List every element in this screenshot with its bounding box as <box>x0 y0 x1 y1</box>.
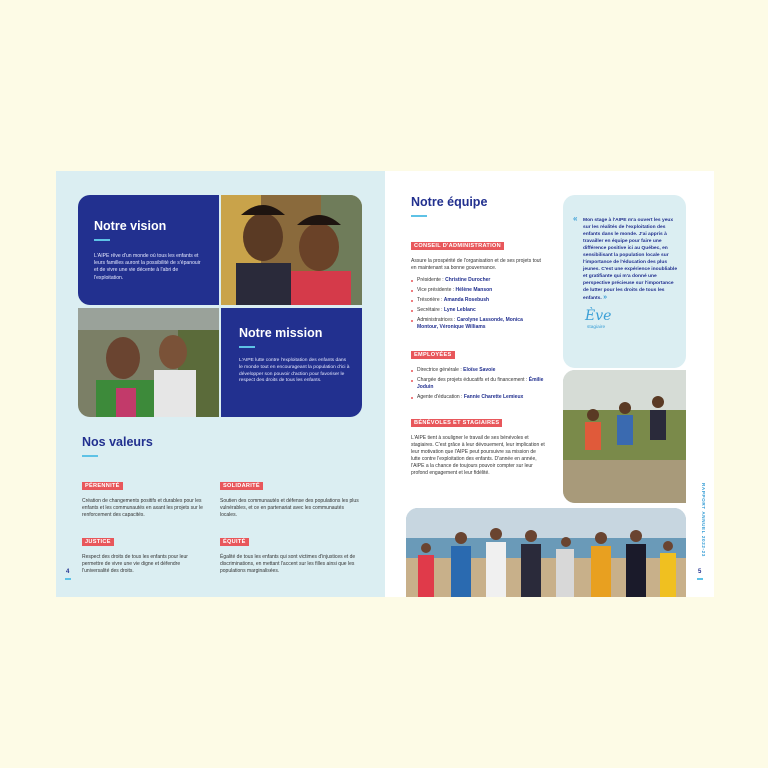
testimonial-quote <box>563 195 686 368</box>
value-equite <box>220 530 362 575</box>
quote-open-mark: « <box>573 214 578 223</box>
quote-signature-role: stagiaire <box>587 325 606 330</box>
value-text: Création de changements positifs et durables pour les enfants et les communautés en axant les projets sur le renforcement des capacités. <box>82 498 203 518</box>
quote-signature: Ève <box>585 308 612 324</box>
mission-underline <box>239 346 255 348</box>
vision-text: L'AIPE rêve d'un monde où tous les enfants et leurs familles auront la possibilité de s'épanouir et de vivre une vie décente à l'abri de l'exploitation. <box>94 253 201 281</box>
brochure-spread <box>56 171 714 597</box>
page-number-right: 5 <box>698 569 702 575</box>
value-tag: PÉRENNITÉ <box>82 482 123 490</box>
benevoles-section <box>411 411 545 477</box>
benevoles-text: L'AIPE tient à souligner le travail de ses bénévoles et stagiaires. C'est grâce à leur dévouement, leur implication et leur motivation que l'AIPE peut poursuivre sa mission de lutte contre l'exploitation des enfants. D'année en année, l'AIPE a la chance de toujours pouvoir compter sur leur profond engagement et leur fidélité. <box>411 435 545 476</box>
conseil-section <box>411 234 545 334</box>
values-section <box>82 435 372 457</box>
benevoles-tag: BÉNÉVOLES ET STAGIAIRES <box>411 419 502 427</box>
employees-section <box>411 343 545 404</box>
photo-group-beach <box>406 508 686 597</box>
list-item: Présidente : Christine Durocher <box>411 277 545 284</box>
list-item: Secrétaire : Lyne Leblanc <box>411 307 545 314</box>
value-perennite <box>82 474 206 519</box>
page-left <box>56 171 385 597</box>
list-item: Directrice générale : Eloïse Savoie <box>411 367 545 374</box>
value-tag: JUSTICE <box>82 538 114 546</box>
value-justice <box>82 530 206 575</box>
team-underline <box>411 215 427 217</box>
value-text: Respect des droits de tous les enfants pour leur permettre de vivre une vie digne et défendre l'universalité des droits. <box>82 554 188 574</box>
photo-two-girls <box>221 195 362 305</box>
page-number-left: 4 <box>66 569 70 575</box>
value-tag: SOLIDARITÉ <box>220 482 263 490</box>
list-item: Agente d'éducation : Fannie Charette Lemieux <box>411 394 545 401</box>
page-number-right-bar <box>697 578 703 580</box>
value-text: Soutien des communautés et défense des populations les plus vulnérables, et ce en partenariat avec les communautés locales. <box>220 498 359 518</box>
mission-text: L'AIPE lutte contre l'exploitation des enfants dans le monde tout en encourageant la population d'ici à développer son pouvoir d'action pour favoriser le respect des droits de tous les enfants. <box>239 358 350 384</box>
vision-underline <box>94 239 110 241</box>
list-item: Administratrices : Carolyne Lassonde, Monica Montour, Véronique Williams <box>411 317 545 331</box>
report-vertical-label: RAPPORT ANNUEL 2022-23 <box>701 483 706 557</box>
quote-close-mark: » <box>603 294 608 301</box>
team-title: Notre équipe <box>411 195 488 209</box>
conseil-list <box>411 277 545 331</box>
page-number-left-bar <box>65 578 71 580</box>
list-item: Vice présidente : Hélène Manson <box>411 287 545 294</box>
values-title: Nos valeurs <box>82 435 153 449</box>
conseil-intro: Assure la prospérité de l'organisation et de ses projets tout en maintenant sa bonne gouvernance. <box>411 258 541 271</box>
team-header <box>411 195 487 217</box>
photo-children-playing <box>563 370 686 503</box>
list-item: Trésorière : Amanda Rosebush <box>411 297 545 304</box>
value-solidarite <box>220 474 362 519</box>
list-item: Chargée des projets éducatifs et du financement : Émilie Joduin <box>411 377 545 391</box>
value-tag: ÉQUITÉ <box>220 538 249 546</box>
photo-mother-child <box>78 308 219 417</box>
value-text: Égalité de tous les enfants qui sont victimes d'injustices et de discriminations, en mettant l'accent sur les filles ainsi que les populations marginalisées. <box>220 554 356 574</box>
vision-box <box>78 195 219 305</box>
conseil-tag: CONSEIL D'ADMINISTRATION <box>411 242 504 250</box>
mission-box <box>221 308 362 417</box>
quote-text: Mon stage à l'AIPE m'a ouvert les yeux sur les réalités de l'exploitation des enfants dans le monde. J'ai appris à travailler en équipe pour faire une différence positive ici au Québec, en sensibilisant la population locale sur l'importance de l'éducation des plus jeunes. C'est une expérience inoubliable et gratifiante qui m'a donné une perspective précieuse sur l'importance de lutter pour les droits de tous les enfants. » <box>583 218 678 301</box>
employees-list <box>411 367 545 401</box>
vision-title: Notre vision <box>94 219 167 233</box>
mission-title: Notre mission <box>239 326 323 340</box>
employees-tag: EMPLOYÉES <box>411 351 455 359</box>
values-underline <box>82 455 98 457</box>
